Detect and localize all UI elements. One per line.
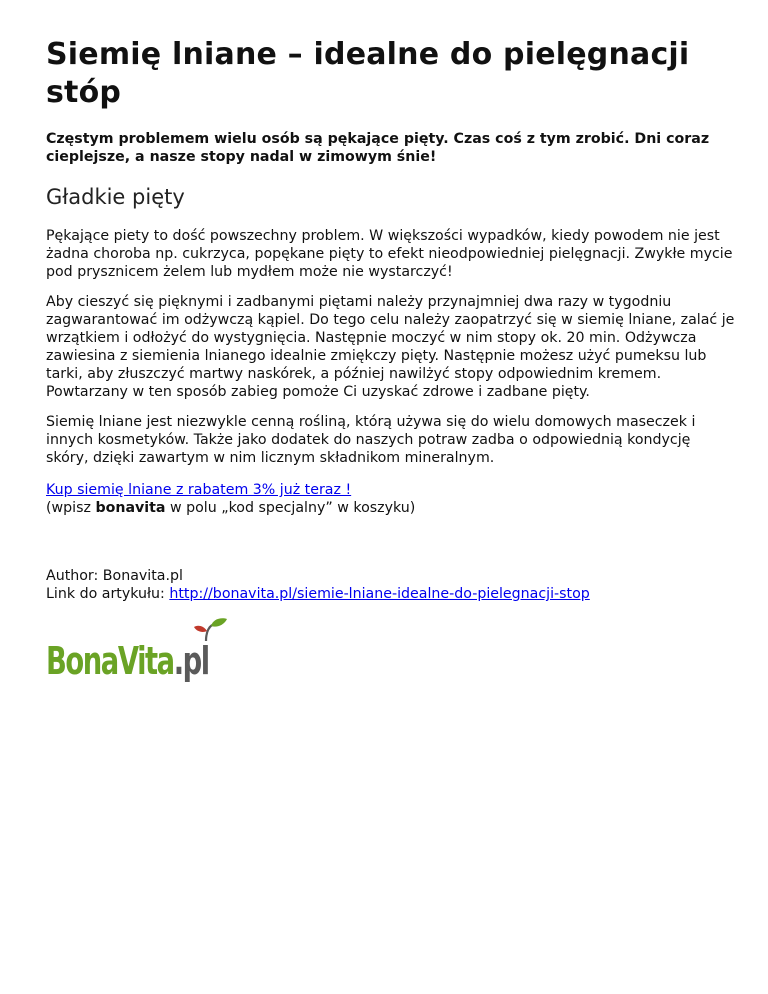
article-title: Siemię lniane – idealne do pielęgnacji stóp (46, 37, 690, 110)
article-page (46, 0, 736, 683)
leaf-sprout-icon (194, 617, 228, 643)
promo-link[interactable]: Kup siemię lniane z rabatem 3% już teraz ! (46, 482, 352, 498)
promo-note-suffix: w polu „kod specjalny” w koszyku) (165, 500, 416, 516)
article-lead: Częstym problemem wielu osób są pękające pięty. Czas coś z tym zrobić. Dni coraz cieplejsze, a nasze stopy nadal w zimowym śnie! (46, 131, 710, 165)
paragraph-2: Aby cieszyć się pięknymi i zadbanymi piętami należy przynajmniej dwa razy w tygodniu zagwarantować im odżywczą kąpiel. Do tego celu należy zaopatrzyć się w siemię lniane, zalać je wrzątkiem i odłożyć do wystygnięcia. Następnie moczyć w nim stopy ok. 20 min. Odżywcza zawiesina z siemienia lnianego idealnie zmiękczy pięty. Następnie możesz użyć pumeksu lub tarki, aby złuszczyć martwy naskórek, a później nawilżyć stopy odpowiednim kremem. Powtarzany w ten sposób zabieg pomoże Ci uzyskać zdrowe i zadbane pięty. (46, 294, 735, 400)
logo-wordmark-main: BonaVita (46, 639, 174, 683)
article-link-label: Link do artykułu: (46, 586, 170, 602)
logo-wordmark (46, 639, 209, 683)
paragraph-1: Pękające piety to dość powszechny problem. W większości wypadków, kiedy powodem nie jest żadna choroba np. cukrzyca, popękane pięty to efekt nieodpowiedniej pielęgnacji. Zwykłe mycie pod prysznicem żelem lub mydłem może nie wystarczyć! (46, 228, 733, 280)
article-link[interactable]: http://bonavita.pl/siemie-lniane-idealne-do-pielegnacji-stop (169, 586, 590, 602)
bonavita-logo (46, 617, 236, 683)
promo-code: bonavita (95, 500, 166, 516)
logo-wordmark-domain: .pl (173, 639, 209, 683)
promo-note-prefix: (wpisz (46, 500, 96, 516)
article-meta (46, 567, 736, 603)
paragraph-3: Siemię lniane jest niezwykle cenną rośliną, którą używa się do wielu domowych maseczek i innych kosmetyków. Także jako dodatek do naszych potraw zadba o odpowiednią kondycję skóry, dzięki zawartym w nim licznym składnikom mineralnym. (46, 414, 696, 466)
section-heading: Gładkie pięty (46, 185, 185, 209)
promo-block (46, 481, 736, 517)
author-line: Author: Bonavita.pl (46, 568, 183, 584)
